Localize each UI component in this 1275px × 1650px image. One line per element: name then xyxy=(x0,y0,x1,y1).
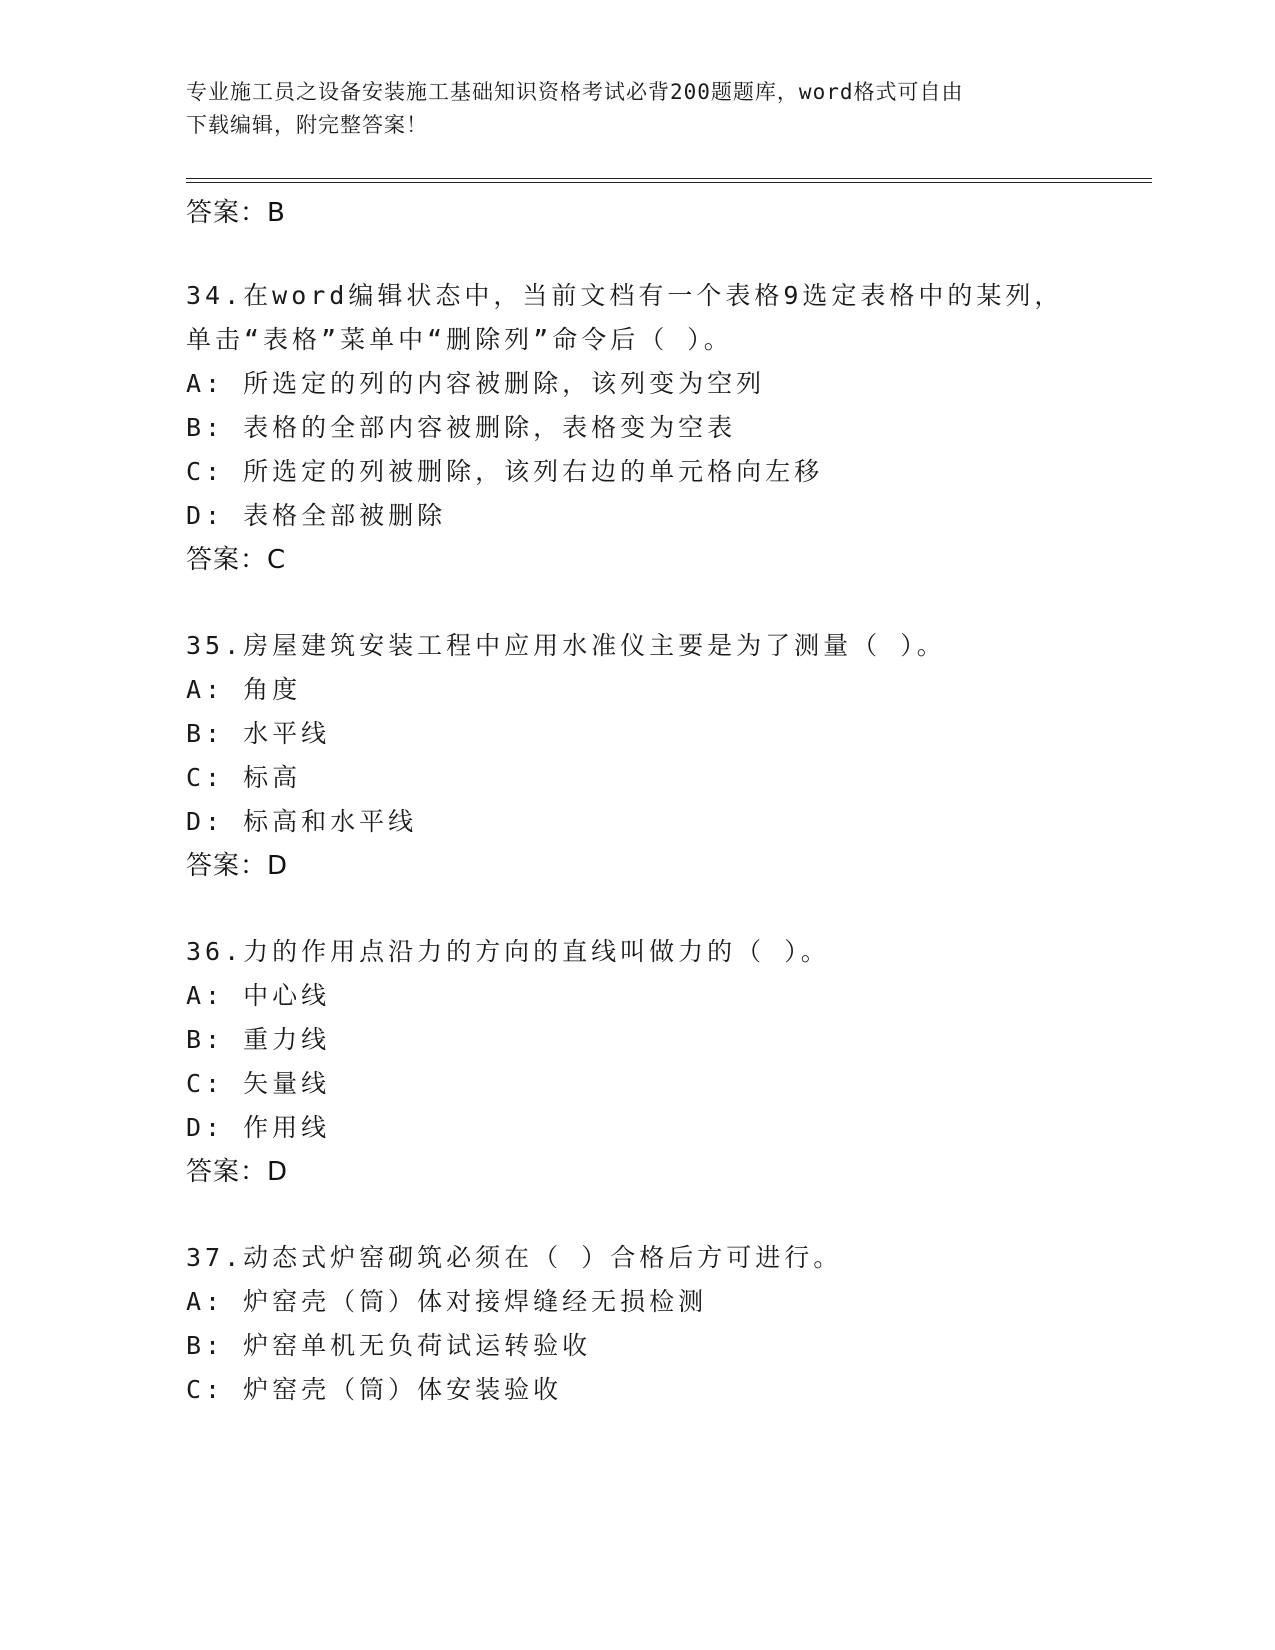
question-37-stem: 37.动态式炉窑砌筑必须在（ ）合格后方可进行。 xyxy=(186,1243,843,1272)
question-34-answer: 答案：C xyxy=(186,545,287,575)
header-divider-top xyxy=(186,178,1152,179)
question-35-answer: 答案：D xyxy=(186,851,289,881)
question-34-option-c: C: 所选定的列被删除，该列右边的单元格向左移 xyxy=(186,457,824,486)
question-34-stem-line-1: 34.在word编辑状态中，当前文档有一个表格9选定表格中的某列， xyxy=(186,281,1064,310)
document-header xyxy=(186,76,1066,142)
question-37-option-a: A: 炉窑壳（筒）体对接焊缝经无损检测 xyxy=(186,1287,708,1316)
question-35-option-a: A: 角度 xyxy=(186,675,302,704)
question-34-stem-line-2: 单击“表格”菜单中“删除列”命令后（ ）。 xyxy=(186,325,733,354)
header-title-line-2: 下载编辑，附完整答案！ xyxy=(186,113,428,137)
question-37-option-b: B: 炉窑单机无负荷试运转验收 xyxy=(186,1331,592,1360)
question-36-stem: 36.力的作用点沿力的方向的直线叫做力的（ ）。 xyxy=(186,937,830,966)
question-36-option-d: D: 作用线 xyxy=(186,1113,331,1142)
question-35-option-c: C: 标高 xyxy=(186,763,302,792)
question-34-option-a: A: 所选定的列的内容被删除，该列变为空列 xyxy=(186,369,766,398)
previous-answer: 答案：B xyxy=(186,198,286,228)
header-title-line-1: 专业施工员之设备安装施工基础知识资格考试必背200题题库，word格式可自由 xyxy=(186,80,964,104)
question-35-option-b: B: 水平线 xyxy=(186,719,331,748)
question-35-option-d: D: 标高和水平线 xyxy=(186,807,418,836)
question-35-stem: 35.房屋建筑安装工程中应用水准仪主要是为了测量（ ）。 xyxy=(186,631,946,660)
question-34-option-d: D: 表格全部被删除 xyxy=(186,501,447,530)
question-36-option-a: A: 中心线 xyxy=(186,981,331,1010)
question-37-option-c: C: 炉窑壳（筒）体安装验收 xyxy=(186,1375,563,1404)
question-36-option-b: B: 重力线 xyxy=(186,1025,331,1054)
question-34-option-b: B: 表格的全部内容被删除，表格变为空表 xyxy=(186,413,737,442)
question-36-option-c: C: 矢量线 xyxy=(186,1069,331,1098)
header-divider-bottom xyxy=(186,182,1152,183)
question-36-answer: 答案：D xyxy=(186,1157,289,1187)
